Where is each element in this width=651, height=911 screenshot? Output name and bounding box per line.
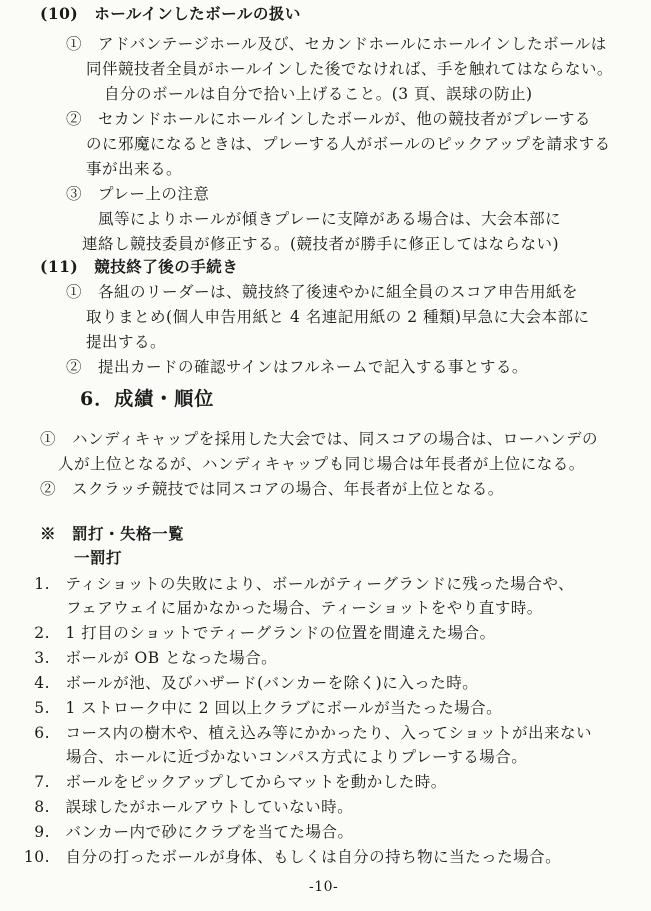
section-11-item1-line1: ① 各組のリーダーは、競技終了後速やかに組全員のスコア申告用紙を — [66, 283, 579, 301]
penalty-item-6 — [20, 722, 592, 744]
penalty-item-10 — [14, 846, 561, 868]
section-10-item3-line2: 連絡し競技委員が修正する。(競技者が勝手に修正してはならない) — [82, 235, 560, 253]
penalty-item-text: ボールが OB となった場合。 — [65, 649, 278, 667]
penalty-item-number: 4. — [34, 674, 50, 692]
section-11-item1-line2: 取りまとめ(個人申告用紙と 4 名連記用紙の 2 種類)早急に大会本部に — [86, 308, 590, 326]
section-10-title: (10) ホールインしたボールの扱い — [40, 4, 301, 23]
penalty-item-number: 6. — [34, 724, 50, 742]
section-6-item1-line2: 人が上位となるが、ハンディキャップも同じ場合は年長者が上位になる。 — [58, 455, 585, 473]
section-6-item1-line1: ① ハンディキャップを採用した大会では、同スコアの場合は、ローハンデの — [40, 430, 598, 448]
penalty-item-1-line2: フェアウェイに届かなかった場合、ティーショットをやり直す時。 — [66, 599, 543, 617]
penalty-item-number: 8. — [34, 798, 50, 816]
section-11-item1-line3: 提出する。 — [86, 333, 167, 351]
section-11-title: (11) 競技終了後の手続き — [40, 257, 239, 276]
penalty-title: ※ 罰打・失格一覧 — [40, 524, 185, 543]
section-11-item2-line1: ② 提出カードの確認サインはフルネームで記入する事とする。 — [66, 358, 528, 376]
penalty-item-text: 1 ストローク中に 2 回以上クラブにボールが当たった場合。 — [65, 699, 503, 717]
section-10-item2-line3: 事が出来る。 — [86, 160, 183, 178]
penalty-item-4 — [20, 672, 478, 694]
penalty-item-6-line2: 場合、ホールに近づかないコンパス方式によりプレーする場合。 — [66, 748, 528, 766]
penalty-item-2 — [20, 622, 496, 644]
penalty-item-text: コース内の樹木や、植え込み等にかかったり、入ってショットが出来ない — [65, 724, 593, 742]
penalty-item-number: 10. — [23, 848, 50, 866]
penalty-item-number: 9. — [34, 823, 50, 841]
penalty-item-8 — [20, 796, 353, 818]
section-10-item1-line2: 同伴競技者全員がホールインした後でなければ、手を触れてはならない。 — [86, 60, 613, 78]
penalty-item-1 — [20, 573, 574, 595]
penalty-item-number: 1. — [34, 575, 50, 593]
penalty-item-3 — [20, 647, 277, 669]
penalty-item-text: ボールをピックアップしてからマットを動かした時。 — [65, 773, 447, 791]
penalty-subtitle: 一罰打 — [74, 548, 123, 567]
penalty-item-text: 自分の打ったボールが身体、もしくは自分の持ち物に当たった場合。 — [65, 848, 562, 866]
section-10-item3-line1: 風等によりホールが傾きプレーに支障がある場合は、大会本部に — [98, 210, 562, 228]
penalty-item-number: 7. — [34, 773, 50, 791]
penalty-item-7 — [20, 771, 447, 793]
penalty-item-text: ボールが池、及びハザード(バンカーを除く)に入った時。 — [65, 674, 479, 692]
section-10-item1-line1: ① アドバンテージホール及び、セカンドホールにホールインしたボールは — [66, 35, 607, 53]
penalty-item-9 — [20, 821, 353, 843]
section-10-item2-line2: のに邪魔になるときは、プレーする人がボールのピックアップを請求する — [86, 135, 611, 153]
penalty-item-text: 1 打目のショットでティーグランドの位置を間違えた場合。 — [65, 624, 496, 642]
section-10-item3-title: ③ プレー上の注意 — [66, 185, 210, 203]
section-6-title: 6．成績・順位 — [80, 388, 215, 410]
penalty-item-number: 2. — [34, 624, 50, 642]
section-6-item2-line1: ② スクラッチ競技では同スコアの場合、年長者が上位となる。 — [40, 480, 504, 498]
page-number: -10- — [309, 879, 339, 895]
penalty-item-text: ティショットの失敗により、ボールがティーグランドに残った場合や、 — [65, 575, 575, 593]
penalty-item-text: バンカー内で砂にクラブを当てた場合。 — [65, 823, 354, 841]
section-10-item1-line3: 自分のボールは自分で拾い上げること。(3 頁、誤球の防止) — [104, 85, 533, 103]
penalty-item-text: 誤球したがホールアウトしていない時。 — [65, 798, 354, 816]
penalty-item-number: 5. — [34, 699, 50, 717]
penalty-item-5 — [20, 697, 502, 719]
section-10-item2-line1: ② セカンドホールにホールインしたボールが、他の競技者がプレーする — [66, 110, 591, 128]
penalty-item-number: 3. — [34, 649, 50, 667]
